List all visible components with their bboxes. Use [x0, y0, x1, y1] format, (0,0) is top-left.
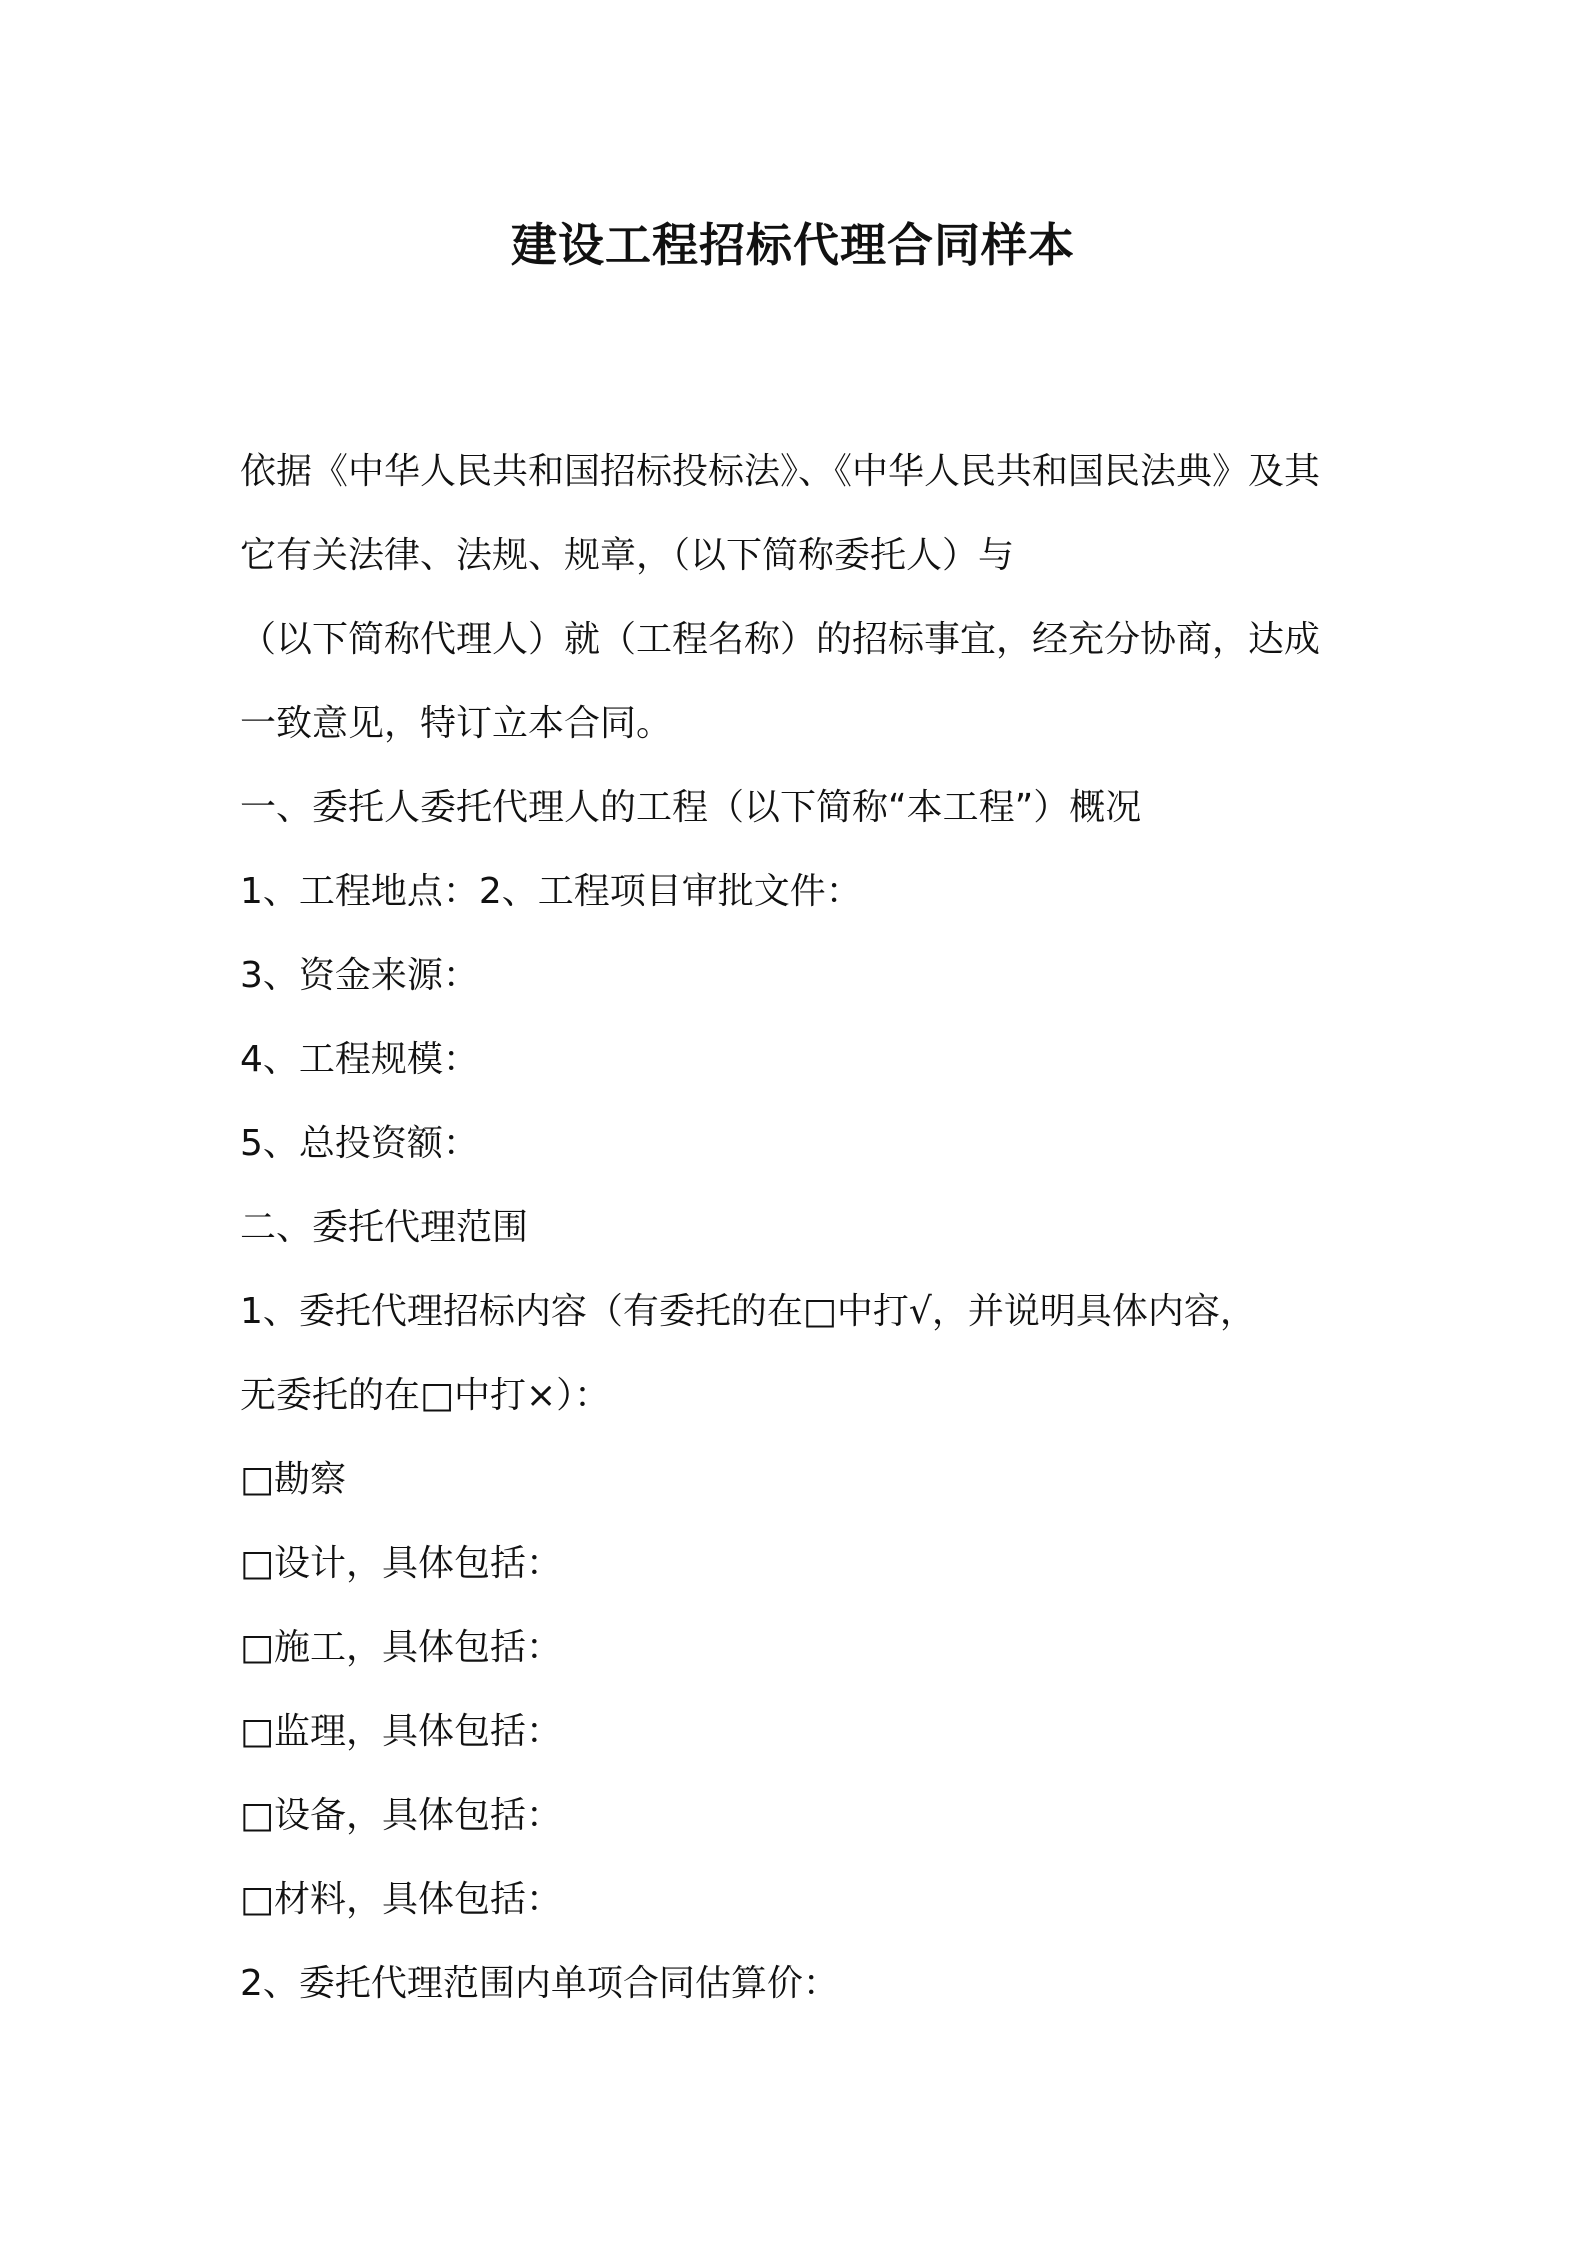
item-tender-content: 1、委托代理招标内容（有委托的在□中打√，并说明具体内容，: [240, 1291, 1256, 1332]
paragraph-line-4: 一致意见，特订立本合同。: [240, 703, 673, 744]
paragraph-line-3: （以下简称代理人）就（工程名称）的招标事宜，经充分协商，达成: [240, 619, 1321, 660]
checkbox-item-design: □设计，具体包括：: [240, 1543, 563, 1584]
checkbox-item-construction: □施工，具体包括：: [240, 1627, 563, 1668]
item-location-approval: 1、工程地点：2、工程项目审批文件：: [240, 871, 862, 912]
checkbox-item-supervision: □监理，具体包括：: [240, 1711, 563, 1752]
paragraph-line-2: 它有关法律、法规、规章，（以下简称委托人）与: [240, 535, 1015, 576]
item-funding-source: 3、资金来源：: [240, 955, 479, 996]
paragraph-line-1: 依据《中华人民共和国招标投标法》、《中华人民共和国民法典》及其: [240, 451, 1321, 492]
item-tender-content-cont: 无委托的在□中打×）：: [240, 1375, 611, 1416]
item-contract-estimate: 2、委托代理范围内单项合同估算价：: [240, 1963, 839, 2004]
item-total-investment: 5、总投资额：: [240, 1123, 479, 1164]
section-heading-2: 二、委托代理范围: [240, 1207, 529, 1248]
section-heading-1: 一、委托人委托代理人的工程（以下简称“本工程”）概况: [240, 787, 1142, 828]
checkbox-item-survey: □勘察: [240, 1459, 347, 1500]
checkbox-item-equipment: □设备，具体包括：: [240, 1795, 563, 1836]
item-project-scale: 4、工程规模：: [240, 1039, 479, 1080]
document-title: 建设工程招标代理合同样本: [511, 218, 1075, 272]
checkbox-item-materials: □材料，具体包括：: [240, 1879, 563, 1920]
